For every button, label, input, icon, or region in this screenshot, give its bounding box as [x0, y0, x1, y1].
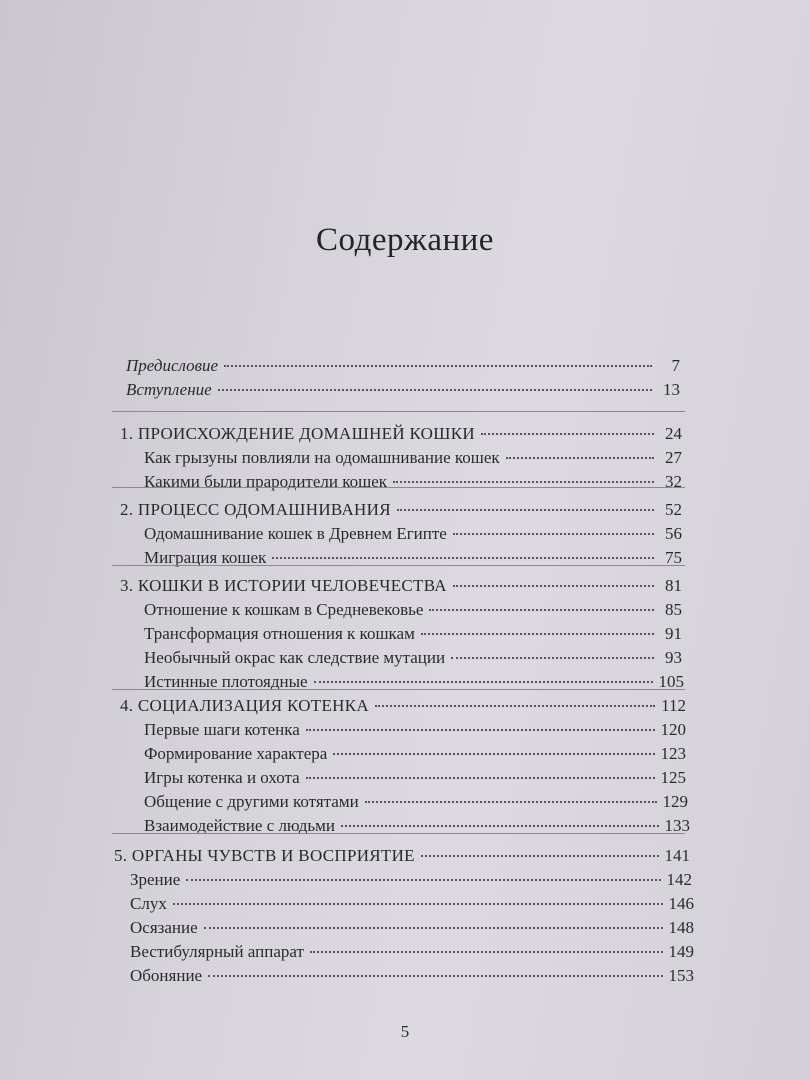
toc-section-page: 123 [660, 744, 686, 763]
toc-section-label: Формирование характера [144, 744, 328, 763]
toc-chapter-page: 52 [665, 500, 682, 519]
dot-leader [481, 433, 654, 435]
toc-section-label: Осязание [130, 918, 198, 937]
dot-leader [341, 825, 658, 827]
toc-section [130, 964, 694, 988]
toc-section-label: Вестибулярный аппарат [130, 942, 304, 961]
toc-chapter-page: 81 [665, 576, 682, 595]
toc-section [144, 670, 684, 694]
dot-leader [453, 533, 654, 535]
section-divider [112, 411, 685, 412]
toc-section [144, 766, 686, 790]
toc-section [144, 598, 682, 622]
toc-entry-label: Предисловие [126, 356, 219, 375]
dot-leader [421, 855, 659, 857]
toc-section [144, 622, 682, 646]
toc-section-label: Взаимодействие с людьми [144, 816, 336, 835]
toc-section-label: Одомашнивание кошек в Древнем Египте [144, 524, 447, 543]
toc-section-page: 56 [665, 524, 682, 543]
dot-leader [453, 585, 654, 587]
toc-section-label: Слух [130, 894, 167, 913]
toc-section-label: Обоняние [130, 966, 203, 985]
toc-entry [126, 354, 680, 378]
toc-chapter-label: 4. СОЦИАЛИЗАЦИЯ КОТЕНКА [120, 696, 369, 715]
toc-section-page: 27 [665, 448, 682, 467]
toc-section-label: Необычный окрас как следствие мутации [144, 648, 446, 667]
toc-section-label: Истинные плотоядные [144, 672, 308, 691]
toc-section-page: 142 [666, 870, 692, 889]
dot-leader [333, 753, 654, 755]
page-title: Содержание [316, 222, 494, 258]
dot-leader [186, 879, 660, 881]
dot-leader [173, 903, 663, 905]
toc-section-page: 32 [665, 472, 682, 491]
toc-section-page: 129 [662, 792, 688, 811]
dot-leader [208, 975, 662, 977]
toc-section-label: Зрение [130, 870, 181, 889]
toc-section-label: Отношение к кошкам в Средневековье [144, 600, 424, 619]
dot-leader [310, 951, 663, 953]
toc-chapter [120, 694, 686, 718]
dot-leader [429, 609, 654, 611]
toc-section [144, 646, 682, 670]
dot-leader [365, 801, 657, 803]
toc-section [144, 742, 686, 766]
toc-section [130, 940, 694, 964]
section-divider [112, 565, 685, 566]
dot-leader [204, 927, 663, 929]
toc-section-page: 93 [665, 648, 682, 667]
toc-section [144, 718, 686, 742]
dot-leader [306, 777, 655, 779]
dot-leader [314, 681, 653, 683]
toc-section-page: 85 [665, 600, 682, 619]
toc-section-label: Общение с другими котятами [144, 792, 359, 811]
toc-section [130, 892, 694, 916]
toc-entry [126, 378, 680, 402]
toc-section-page: 105 [658, 672, 684, 691]
toc-section [144, 522, 682, 546]
toc-section-page: 148 [668, 918, 694, 937]
toc-entry-page: 13 [663, 380, 680, 399]
toc-chapter-label: 3. КОШКИ В ИСТОРИИ ЧЕЛОВЕЧЕСТВА [120, 576, 447, 595]
toc-chapter-label: 5. ОРГАНЫ ЧУВСТВ И ВОСПРИЯТИЕ [114, 846, 415, 865]
toc-section [144, 546, 682, 570]
toc-chapter-page: 24 [665, 424, 682, 443]
section-divider [112, 487, 685, 488]
toc-chapter [120, 498, 682, 522]
toc-section-page: 125 [660, 768, 686, 787]
toc-section-page: 75 [665, 548, 682, 567]
dot-leader [451, 657, 654, 659]
toc-section-page: 149 [668, 942, 694, 961]
toc-section-page: 146 [668, 894, 694, 913]
toc-entry-page: 7 [671, 356, 680, 375]
toc-section [144, 814, 690, 838]
dot-leader [224, 365, 652, 367]
toc-chapter-label: 1. ПРОИСХОЖДЕНИЕ ДОМАШНЕЙ КОШКИ [120, 424, 475, 443]
toc-section-label: Как грызуны повлияли на одомашнивание кошек [144, 448, 500, 467]
toc-section [144, 470, 682, 494]
toc-section [130, 916, 694, 940]
page-number: 5 [400, 1022, 410, 1041]
toc-section [144, 446, 682, 470]
toc-section-label: Трансформация отношения к кошкам [144, 624, 415, 643]
toc-section-label: Какими были прародители кошек [144, 472, 388, 491]
section-divider [112, 833, 685, 834]
dot-leader [272, 557, 654, 559]
toc-chapter-label: 2. ПРОЦЕСС ОДОМАШНИВАНИЯ [120, 500, 391, 519]
toc-chapter [114, 844, 690, 868]
toc-chapter [120, 422, 682, 446]
dot-leader [506, 457, 654, 459]
dot-leader [375, 705, 655, 707]
toc-section-label: Первые шаги котенка [144, 720, 300, 739]
toc-chapter-page: 112 [661, 696, 686, 715]
toc-section [144, 790, 688, 814]
toc-entry-label: Вступление [126, 380, 212, 399]
toc-chapter [120, 574, 682, 598]
section-divider [112, 689, 685, 690]
toc-section-page: 120 [660, 720, 686, 739]
toc-section-page: 91 [665, 624, 682, 643]
dot-leader [421, 633, 654, 635]
dot-leader [397, 509, 654, 511]
toc-section-page: 153 [668, 966, 694, 985]
toc-section-label: Игры котенка и охота [144, 768, 300, 787]
dot-leader [393, 481, 654, 483]
toc-section-label: Миграция кошек [144, 548, 267, 567]
toc-chapter-page: 141 [664, 846, 690, 865]
dot-leader [306, 729, 655, 731]
toc-section-page: 133 [664, 816, 690, 835]
dot-leader [218, 389, 652, 391]
toc-section [130, 868, 692, 892]
